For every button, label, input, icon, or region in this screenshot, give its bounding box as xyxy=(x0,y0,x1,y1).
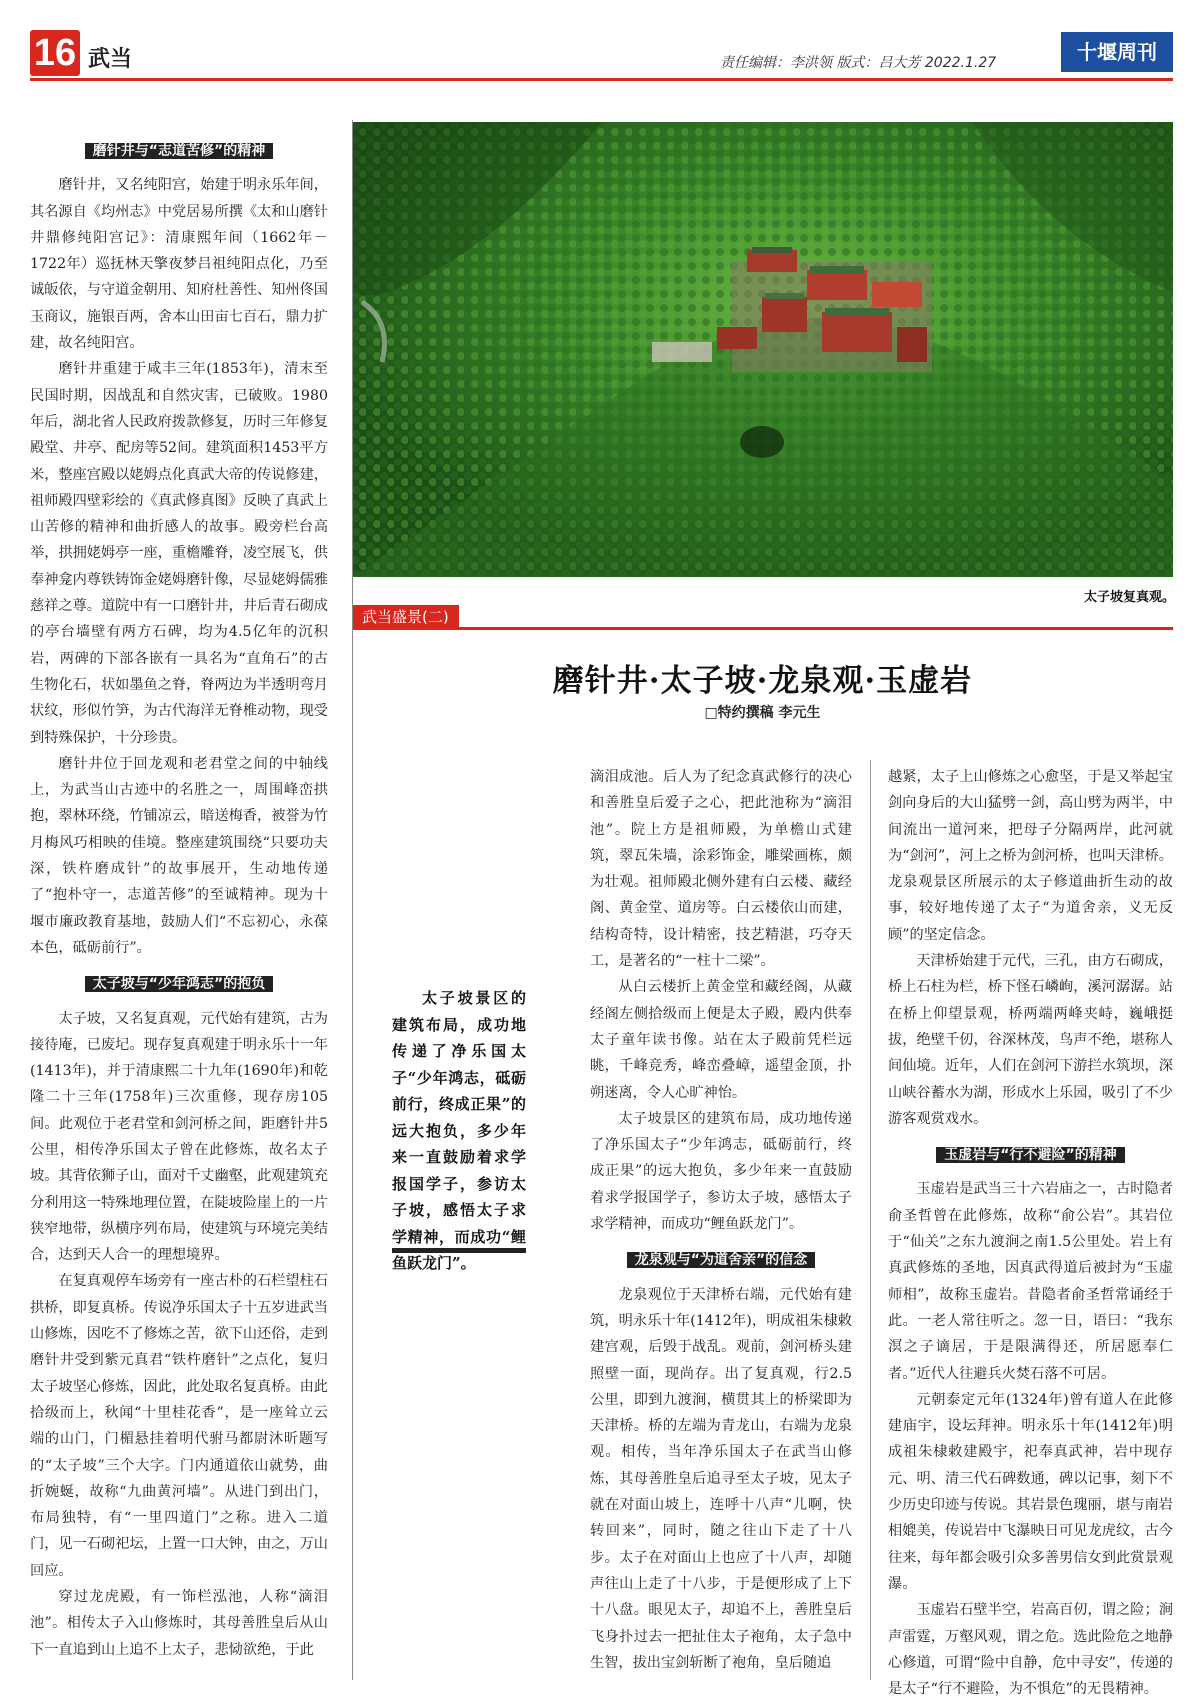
series-rule xyxy=(352,627,1173,630)
paragraph: 磨针井，又名纯阳宫，始建于明永乐年间，其名源自《均州志》中党居易所撰《太和山磨针井鼎修纯阳宫记》：清康熙年间（1662年－1722年）巡抚林天擎夜梦吕祖纯阳点化，乃至诚皈依，与守道金朝用、知府杜善性、知州佟国玉商议，施银百两，舍本山田亩七百石，鼎力扩建，故名纯阳宫。 xyxy=(30,177,328,352)
aerial-photo xyxy=(352,122,1173,577)
series-label: 武当盛景(二) xyxy=(352,605,459,630)
masthead: 十堰周刊 xyxy=(1061,32,1173,72)
section-heading: 太子坡与“少年鸿志”的抱负 xyxy=(85,976,273,992)
paragraph: 越紧，太子上山修炼之心愈坚，于是又举起宝剑向身后的大山猛劈一剑，高山劈为两半，中间流出一道河来，把母子分隔两岸，此河就为“剑河”，河上之桥为剑河桥，也叫天津桥。龙泉观景区所展示的太子修道曲折生动的故事，较好地传递了太子“为道舍亲，义无反顾”的坚定信念。 xyxy=(888,769,1173,943)
pull-quote: 太子坡景区的建筑布局，成功地传递了净乐国太子“少年鸿志，砥砺前行，终成正果”的远大抱负，多少年来一直鼓励着求学报国学子，参访太子坡，感悟太子求学精神，而成功“鲤鱼跃龙门”。 xyxy=(392,989,526,1272)
paragraph: 磨针井位于回龙观和老君堂之间的中轴线上，为武当山古迹中的名胜之一，周围峰峦拱抱，翠林环绕，竹铺凉云，暗送梅香，被誉为竹月梅风巧相映的佳境。整座建筑围绕“只要功夫深，铁杵磨成针”的故事展开，生动地传递了“抱朴守一，志道苦修”的至诚精神。现为十堰市廉政教育基地，鼓励人们“不忘初心，永葆本色，砥砺前行”。 xyxy=(30,755,328,956)
paragraph: 龙泉观位于天津桥右端，元代始有建筑，明永乐十年(1412年)，明成祖朱棣敕建宫观，后毁于战乱。观前，剑河桥头建照壁一面，现尚存。出了复真观，行2.5公里，即到九渡涧，横贯其上的桥梁即为天津桥。桥的左端为青龙山，右端为龙泉观。相传，当年净乐国太子在武当山修炼，其母善胜皇后追寻至太子坡，见太子就在对面山坡上，连呼十八声“儿啊，快转回来”，同时，随之往山下走了十八步。太子在对面山上也应了十八声，却随声往山上走了十八步，于是便形成了上下十八盘。眼见太子，却追不上，善胜皇后飞身扑过去一把扯住太子袍角，太子急中生智，拔出宝剑斩断了袍角，皇后随追 xyxy=(590,1286,852,1671)
photo-caption: 太子坡复真观。 xyxy=(1083,590,1175,605)
column-divider xyxy=(352,120,353,1680)
editor-credits: 责任编辑：李洪领 版式：吕大芳 2022.1.27 xyxy=(720,55,997,71)
pull-quote-rule xyxy=(392,1248,526,1253)
section-heading: 龙泉观与“为道舍亲”的信念 xyxy=(627,1252,815,1268)
header-rule xyxy=(30,78,1173,81)
paragraph: 磨针井重建于咸丰三年(1853年)，清末至民国时期，因战乱和自然灾害，已破败。1980年后，湖北省人民政府拨款修复，历时三年修复殿堂、井亭、配房等52间。建筑面积1453平方米，整座宫殿以姥姆点化真武大帝的传说修建，祖师殿四壁彩绘的《真武修真图》反映了真武上山苦修的精神和曲折感人的故事。殿旁栏台高举，拱拥姥姆亭一座，重檐雕脊，凌空展飞，供奉神龛内尊铁铸饰金姥姆磨针像，尽显姥姆儒雅慈祥之尊。道院中有一口磨针井，井后青石砌成的亭台墙壁有两方石碑，均为4.5亿年的沉积岩，两碑的下部各嵌有一具名为“直角石”的古生物化石，状如墨鱼之脊，脊两边为半透明弯月状纹，形似竹笋，为古代海洋无脊椎动物，现受到特殊保护，十分珍贵。 xyxy=(30,361,328,746)
paragraph: 滴泪成池。后人为了纪念真武修行的决心和善胜皇后爱子之心，把此池称为“滴泪池”。院上方是祖师殿，为单檐山式建筑，翠瓦朱墙，涂彩饰金，雕梁画栋，颇为壮观。祖师殿北侧外建有白云楼、藏经阁、黄金堂、道房等。白云楼依山而建，结构奇特，设计精密，技艺精湛，巧夺天工，是著名的“一柱十二梁”。 xyxy=(590,769,852,970)
temple-aerial-illustration xyxy=(352,122,1173,577)
paragraph: 从白云楼折上黄金堂和藏经阁，从藏经阁左侧拾级而上便是太子殿，殿内供奉太子童年读书像。站在太子殿前凭栏远眺，千峰竞秀，峰峦叠嶂，遥望金顶，扑朔迷离，令人心旷神怡。 xyxy=(590,979,852,1101)
section-heading: 玉虚岩与“行不避险”的精神 xyxy=(936,1147,1124,1163)
middle-column xyxy=(590,764,852,1676)
paragraph: 元朝泰定元年(1324年)曾有道人在此修建庙宇，设坛拜神。明永乐十年(1412年)明成祖朱棣敕建殿宇，祀奉真武神，岩中现存元、明、清三代石碑数通，碑以记事，刻下不少历史印迹与传说。其岩景色瑰丽，堪与南岩相媲美，传说岩中飞瀑映日可见龙虎纹，古今往来，每年都会吸引众多善男信女到此赏景观瀑。 xyxy=(888,1391,1173,1592)
paragraph: 穿过龙虎殿，有一饰栏泓池，人称“滴泪池”。相传太子入山修炼时，其母善胜皇后从山下一直追到山上追不上太子，悲恸欲绝，于此 xyxy=(30,1589,328,1658)
paragraph: 在复真观停车场旁有一座古朴的石栏望柱石拱桥，即复真桥。传说净乐国太子十五岁进武当山修炼，因吃不了修炼之苦，欲下山还俗，走到磨针井受到紫元真君“铁杵磨针”之点化，复归太子坡坚心修炼，因此，此处取名复真桥。由此拾级而上，秋闻“十里桂花香”，是一座耸立云端的山门，门楣悬挂着明代驸马都尉沐昕题写的“太子坡”三个大字。门内通道依山就势，曲折婉蜒，故称“九曲黄河墙”。从进门到出门，布局独特，有“一里四道门”之称。进入二道门，见一石砌祀坛，上置一口大钟，由之，万山回应。 xyxy=(30,1273,328,1579)
section-heading: 磨针井与“志道苦修”的精神 xyxy=(85,143,273,159)
left-column xyxy=(30,138,328,1663)
paragraph: 太子坡景区的建筑布局，成功地传递了净乐国太子“少年鸿志，砥砺前行，终成正果”的远大抱负，多少年来一直鼓励着求学报国学子，参访太子坡，感悟太子求学精神，而成功“鲤鱼跃龙门”。 xyxy=(590,1110,852,1233)
article-title: 磨针井·太子坡·龙泉观·玉虚岩 xyxy=(552,663,973,699)
paragraph: 天津桥始建于元代，三孔，由方石砌成，桥上石柱为栏，桥下怪石嶙峋，溪河潺潺。站在桥上仰望景观，桥两端两峰夹峙，巍峨挺拔，绝壁千仞，谷深林茂，鸟声不绝，堪称人间仙境。近年，人们在剑河下游拦水筑坝，深山峡谷蓄水为湖，形成水上乐园，吸引了不少游客观赏戏水。 xyxy=(888,953,1173,1127)
section-title: 武当 xyxy=(88,47,133,72)
right-column xyxy=(888,764,1173,1702)
page-number: 16 xyxy=(30,30,80,76)
paragraph: 玉虚岩石壁半空，岩高百仞，谓之险；涧声雷霆，万壑风观，谓之危。选此险危之地静心修道，可谓“险中自静，危中寻安”，传递的是太子“行不避险，为不惧危”的无畏精神。 xyxy=(888,1602,1173,1698)
column-divider xyxy=(870,760,871,1680)
paragraph: 太子坡，又名复真观，元代始有建筑，古为接待庵，已废圮。现存复真观建于明永乐十一年(1413年)，并于清康熙二十九年(1690年)和乾隆二十三年(1758年)三次重修，现存房105间。此观位于老君堂和剑河桥之间，距磨针井5公里，相传净乐国太子曾在此修炼，故名太子坡。其背依狮子山，面对千丈幽壑，此观建筑充分利用这一特殊地理位置，在陡坡险崖上的一片狭窄地带，纵横序列布局，使建筑与环境完美结合，达到天人合一的理想境界。 xyxy=(30,1010,328,1264)
article-byline: □特约撰稿 李元生 xyxy=(704,705,821,721)
paragraph: 玉虚岩是武当三十六岩庙之一，古时隐者俞圣哲曾在此修炼，故称“俞公岩”。其岩位于“仙关”之东九渡涧之南1.5公里处。岩上有真武修炼的圣地，因真武得道后被封为“玉虚师相”，故称玉虚岩。昔隐者俞圣哲常诵经于此。一老人常往听之。忽一日，语曰：“我东溟之子谪居，于是限满得还，所居愿奉仁者。”近代人往避兵火焚石落不可居。 xyxy=(888,1181,1173,1382)
